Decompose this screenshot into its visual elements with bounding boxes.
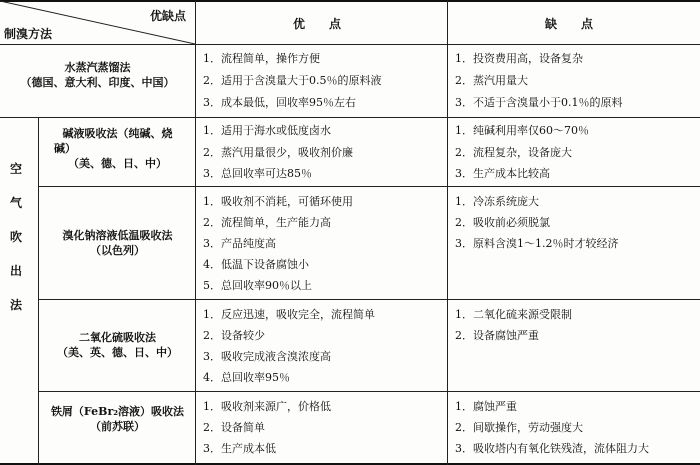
disadvantage-item: 3．生产成本比较高 <box>455 167 550 180</box>
disadvantages-header: 缺 点 <box>545 17 594 31</box>
advantage-item: 1．适用于海水或低度卤水 <box>203 124 331 137</box>
method-name-cont: 碱） <box>54 142 76 155</box>
disadvantage-item: 2．吸收前必须脱氯 <box>455 216 550 229</box>
method-cell <box>40 404 195 434</box>
method-countries: （美、德、日、中） <box>68 157 167 170</box>
advantage-item: 5．总回收率90％以上 <box>203 279 312 292</box>
disadvantage-item: 2．流程复杂，设备庞大 <box>455 146 572 159</box>
advantage-item: 3．产品纯度高 <box>203 237 276 250</box>
method-countries: （美、英、德、日、中） <box>57 346 178 359</box>
advantage-item: 3．成本最低，回收率95％左右 <box>203 96 356 109</box>
disadvantage-item: 1．纯碱利用率仅60～70％ <box>455 124 589 137</box>
method-name: 铁屑（FeBr₂溶液）吸收法 <box>50 405 185 418</box>
advantage-item: 3．总回收率可达85％ <box>203 167 312 180</box>
advantage-item: 4．总回收率95％ <box>203 371 290 384</box>
group-label-char: 吹 <box>9 230 22 244</box>
advantage-item: 3．吸收完成液含溴浓度高 <box>203 350 331 363</box>
row1-rule <box>0 117 700 118</box>
method-cell <box>40 228 195 258</box>
row4-rule <box>38 391 700 392</box>
row2-rule <box>38 186 700 187</box>
method-name: 二氧化硫吸收法 <box>79 331 156 344</box>
group-label-char: 空 <box>9 162 22 176</box>
method-name: 溴化钠溶液低温吸收法 <box>62 229 173 242</box>
group-rule <box>38 117 39 465</box>
method-countries: （以色列） <box>90 244 145 257</box>
method-cell <box>0 60 195 90</box>
group-label-char: 出 <box>9 264 22 278</box>
disadvantage-item: 1．二氧化硫来源受限制 <box>455 308 572 321</box>
corner-top-label: 优缺点 <box>150 9 187 23</box>
advantage-item: 1．反应迅速，吸收完全，流程简单 <box>203 308 375 321</box>
disadvantage-item: 2．间歇操作，劳动强度大 <box>455 421 583 434</box>
disadvantage-item: 3．吸收塔内有氧化铁残渣，流体阻力大 <box>455 442 649 455</box>
advantages-header: 优 点 <box>293 17 342 31</box>
group-label-char: 气 <box>9 196 22 210</box>
group-label-char: 法 <box>9 298 22 312</box>
col-rule-adv <box>447 0 448 465</box>
row3-rule <box>38 299 700 300</box>
advantage-item: 2．设备较少 <box>203 329 265 342</box>
method-countries: （前苏联） <box>90 420 145 433</box>
advantage-item: 4．低温下设备腐蚀小 <box>203 258 309 271</box>
advantage-item: 1．吸收剂来源广，价格低 <box>203 400 331 413</box>
advantage-item: 3．生产成本低 <box>203 442 276 455</box>
disadvantage-item: 2．蒸汽用量大 <box>455 74 528 87</box>
method-name: 碱液吸收法（纯碱、烧 <box>62 127 173 140</box>
advantage-item: 2．流程简单，生产能力高 <box>203 216 331 229</box>
disadvantage-item: 2．设备腐蚀严重 <box>455 329 539 342</box>
disadvantage-item: 3．不适于含溴量小于0.1％的原料 <box>455 96 623 109</box>
method-cell <box>40 330 195 360</box>
advantage-item: 2．设备简单 <box>203 421 265 434</box>
method-name: 水蒸汽蒸馏法 <box>64 61 131 74</box>
advantage-item: 1．吸收剂不消耗，可循环使用 <box>203 195 353 208</box>
disadvantage-item: 1．腐蚀严重 <box>455 400 517 413</box>
advantage-item: 1．流程简单，操作方便 <box>203 52 320 65</box>
advantage-item: 2．适用于含溴量大于0.5％的原料液 <box>203 74 382 87</box>
method-countries: （德国、意大利、印度、中国） <box>20 76 175 89</box>
method-cell <box>40 126 195 171</box>
corner-bottom-label: 制溴方法 <box>4 27 53 41</box>
col-rule-method <box>195 0 196 465</box>
disadvantage-item: 3．原料含溴1～1.2％时才较经济 <box>455 237 619 250</box>
advantage-item: 2．蒸汽用量很少，吸收剂价廉 <box>203 146 353 159</box>
disadvantage-item: 1．冷冻系统庞大 <box>455 195 539 208</box>
disadvantage-item: 1．投资费用高，设备复杂 <box>455 52 583 65</box>
